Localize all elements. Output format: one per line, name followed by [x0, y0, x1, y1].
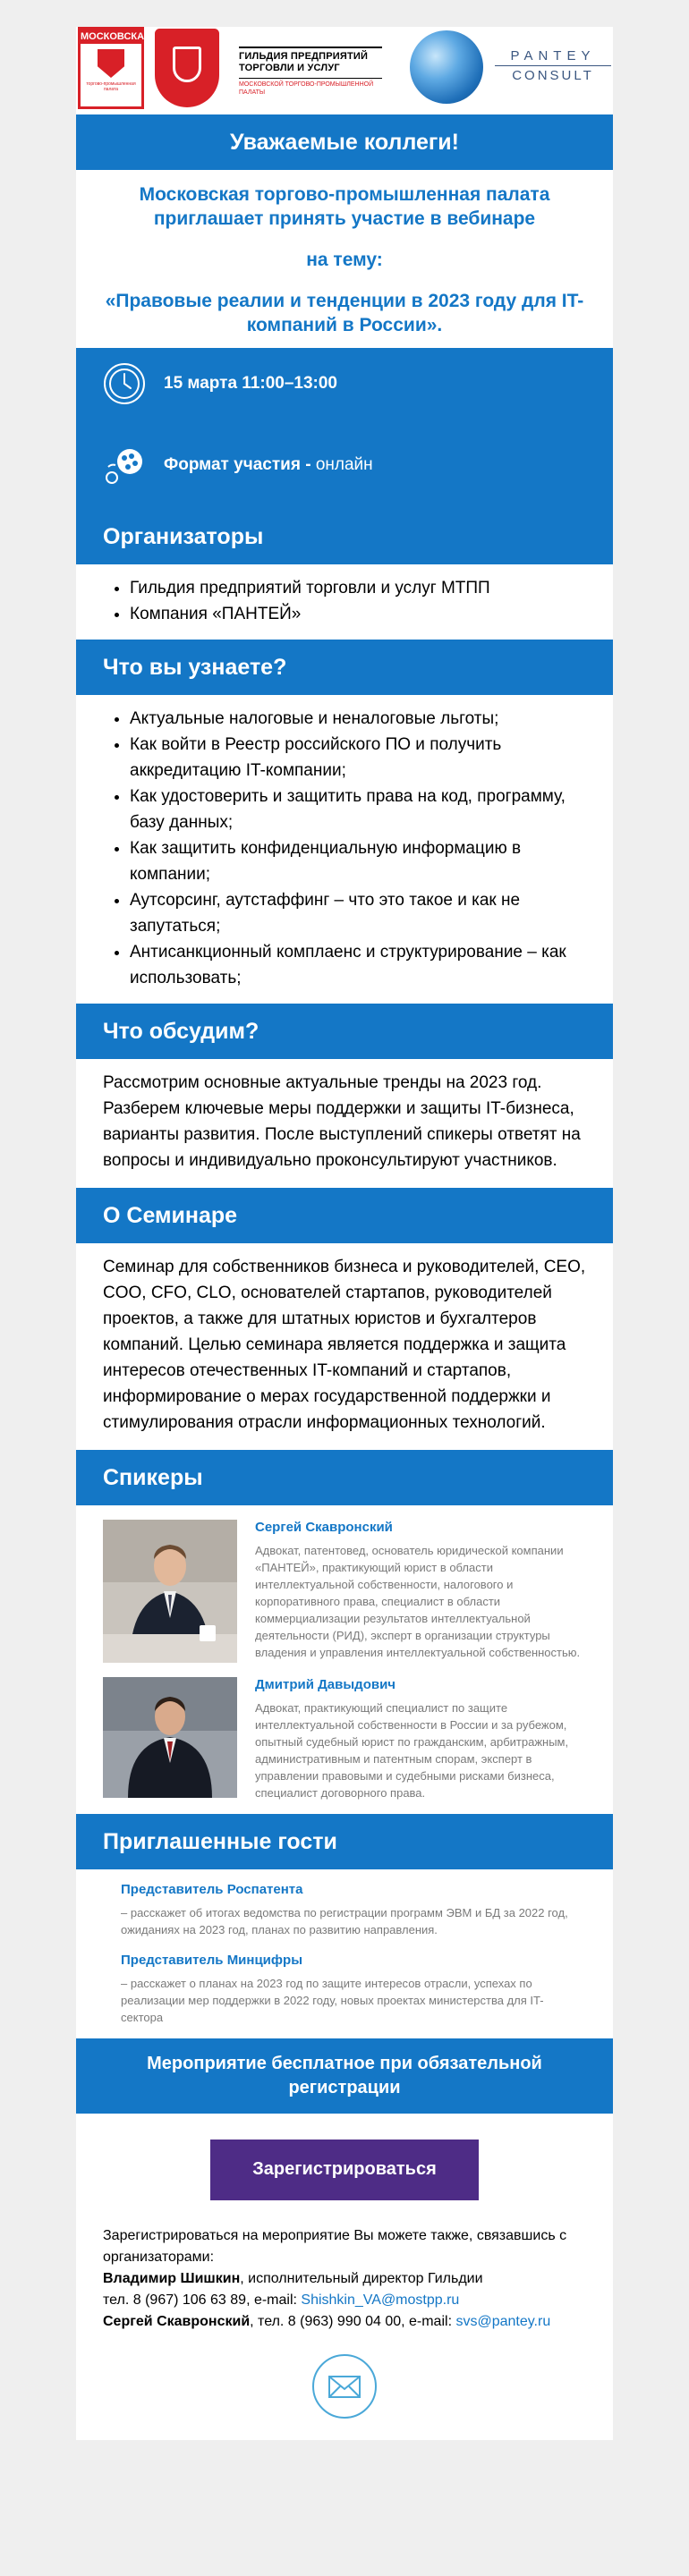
guild-subtitle: МОСКОВСКОЙ ТОРГОВО-ПРОМЫШЛЕННОЙ ПАЛАТЫ: [239, 78, 382, 97]
organizers-header: [76, 509, 613, 564]
tpp-shield-icon: [98, 49, 124, 78]
free-note: Мероприятие бесплатное при обязательной регистрации: [147, 2054, 542, 2097]
speakers-header: [76, 1450, 613, 1505]
contact-email-link[interactable]: Shishkin_VA@mostpp.ru: [301, 2292, 460, 2308]
pantey-logo-text: [495, 48, 611, 83]
list-item: • Как войти в Реестр российского ПО и получить аккредитацию IT-компании;: [130, 732, 586, 784]
contact-email-link[interactable]: svs@pantey.ru: [455, 2314, 551, 2329]
event-format: Формат участия - онлайн: [164, 455, 373, 474]
about-title: О Семинаре: [103, 1202, 238, 1228]
pantey-globe-logo: [410, 30, 483, 104]
guest-description: – расскажет о планах на 2023 год по защите интересов отрасли, успехах по реализации мер поддержки в 2022 году, новых проектах министерства для IT-сектора: [121, 1977, 544, 2024]
learn-list: [76, 695, 613, 1004]
tpp-logo: [78, 27, 151, 109]
list-item: • Актуальные налоговые и неналоговые льготы;: [130, 706, 586, 732]
guest-item: [76, 1938, 613, 2038]
guild-emblem-icon: [173, 47, 201, 82]
pantey-line1: PANTEY: [495, 48, 611, 66]
intro-block: [76, 170, 613, 348]
tpp-logo-title: МОСКОВСКАЯ: [81, 31, 151, 42]
speaker-name: Сергей Скавронский: [255, 1520, 393, 1535]
contact-person1: Владимир Шишкин, исполнительный директор Гильдии: [103, 2271, 483, 2286]
pantey-line2: CONSULT: [512, 68, 594, 83]
speakers-title: Спикеры: [103, 1464, 203, 1490]
speaker-info: [255, 1677, 586, 1801]
learn-header: [76, 640, 613, 695]
discuss-title: Что обсудим?: [103, 1018, 259, 1044]
about-text: Семинар для собственников бизнеса и руководителей, CEO, COO, CFO, CLO, основателей стартапов, руководителей проектов, а также для штатных юристов и бухгалтеров компаний. Целью семинара является поддержка и защита интересов отечественных IT-компаний и стартапов, информирование о мерах государственной поддержки и стимулирования отрасли информационных технологий.: [103, 1258, 586, 1432]
list-item: • Как удостоверить и защитить права на код, программу, базу данных;: [130, 784, 586, 835]
guild-name: ГИЛЬДИЯ ПРЕДПРИЯТИЙ ТОРГОВЛИ И УСЛУГ: [239, 47, 382, 74]
logos-header: [76, 27, 613, 112]
clock-icon: [103, 362, 146, 405]
discuss-header: [76, 1004, 613, 1059]
speaker-card: [76, 1663, 613, 1814]
guest-name: Представитель Минцифры: [121, 1953, 303, 1968]
event-date: 15 марта 11:00–13:00: [164, 374, 337, 393]
free-note-bar: [76, 2038, 613, 2114]
speaker-card: [76, 1505, 613, 1663]
register-button[interactable]: Зарегистрироваться: [210, 2140, 479, 2200]
contact-person2: Сергей Скавронский, тел. 8 (963) 990 04 00, e-mail: svs@pantey.ru: [103, 2314, 551, 2329]
guests-header: [76, 1814, 613, 1869]
discuss-text: Рассмотрим основные актуальные тренды на 2023 год. Разберем ключевые меры поддержки и защиты IT-бизнеса, варианты развития. После выступлений спикеры ответят на вопросы и индивидуально проконсультируют участников.: [103, 1073, 581, 1170]
email-card: [76, 27, 613, 2440]
intro-line1: Московская торгово-промышленная палата приглашает принять участие в вебинаре: [139, 184, 550, 229]
online-format-icon: [103, 444, 146, 487]
tpp-logo-text: торгово-промышленная палата: [86, 81, 136, 92]
intro-line2: на тему:: [306, 250, 383, 270]
speaker-name: Дмитрий Давыдович: [255, 1677, 396, 1692]
mail-icon[interactable]: [311, 2353, 378, 2419]
event-format-row: [103, 444, 373, 487]
list-item: • Компания «ПАНТЕЙ»: [130, 601, 586, 627]
organizers-list: [76, 564, 613, 640]
contacts-block: [76, 2225, 613, 2333]
contacts-intro: Зарегистрироваться на мероприятие Вы можете также, связавшись с организаторами:: [103, 2228, 567, 2265]
list-item: • Гильдия предприятий торговли и услуг МТПП: [130, 575, 586, 601]
list-item: • Антисанкционный комплаенс и структурирование – как использовать;: [130, 939, 586, 991]
greeting-bar: [76, 114, 613, 170]
contact-person1-details: тел. 8 (967) 106 63 89, e-mail: Shishkin_VA@mostpp.ru: [103, 2292, 460, 2308]
register-wrap: [76, 2114, 613, 2225]
learn-title: Что вы узнаете?: [103, 654, 287, 680]
list-item: • Аутсорсинг, аутстаффинг – что это такое и как не запутаться;: [130, 887, 586, 939]
about-header: [76, 1188, 613, 1243]
footer-mail: [76, 2333, 613, 2440]
guest-description: – расскажет об итогах ведомства по регистрации программ ЭВМ и БД за 2022 год, ожиданиях на 2023 год, планах по развитию направления.: [121, 1906, 568, 1936]
event-info-block: [76, 348, 613, 509]
organizers-title: Организаторы: [103, 523, 264, 549]
speaker-description: Адвокат, патентовед, основатель юридической компании «ПАНТЕЙ», практикующий юрист в области интеллектуальной собственности, налогового и корпоративного права, специалист в области коммерциализации результатов интеллектуальной деятельности (РИД), эксперт в организации структуры владения и управления интеллектуальной собственностью.: [255, 1544, 581, 1659]
guest-item: [76, 1869, 613, 1938]
event-date-row: [103, 362, 337, 405]
list-item: • Как защитить конфиденциальную информацию в компании;: [130, 835, 586, 887]
speaker-photo: [103, 1677, 237, 1798]
intro-line3: «Правовые реалии и тенденции в 2023 году для IT-компаний в России».: [105, 291, 584, 335]
greeting-title: Уважаемые коллеги!: [229, 129, 460, 155]
guild-logo: [155, 29, 219, 107]
speaker-description: Адвокат, практикующий специалист по защите интеллектуальной собственности в России и за рубежом, опытный судебный юрист по гражданским, арбитражным, административным и патентным спорам, эксперт в управлении правовыми и судебными рисками бизнеса, специалист договорного права.: [255, 1701, 569, 1800]
speaker-info: [255, 1520, 586, 1663]
guests-title: Приглашенные гости: [103, 1828, 337, 1854]
guild-name-block: [239, 47, 382, 97]
guest-name: Представитель Роспатента: [121, 1882, 303, 1897]
speaker-photo: [103, 1520, 237, 1663]
